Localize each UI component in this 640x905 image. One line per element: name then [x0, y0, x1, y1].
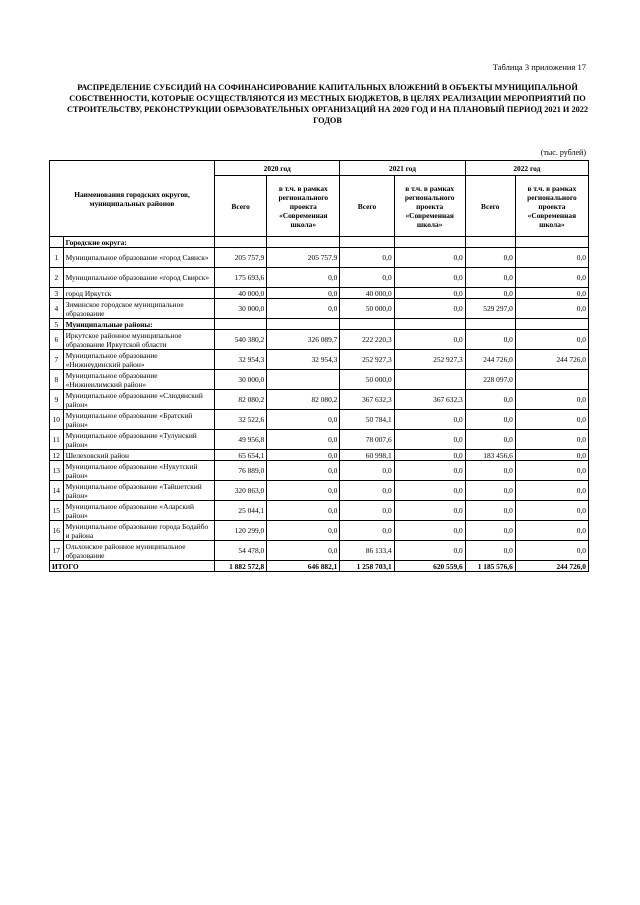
row-value: 540 380,2	[215, 330, 267, 350]
row-value: 32 522,6	[215, 410, 267, 430]
table-row	[50, 319, 589, 330]
row-value: 86 133,4	[340, 541, 394, 561]
row-name: Муниципальное образование города Бодайбо и района	[63, 521, 214, 541]
row-value	[515, 237, 588, 248]
row-value: 0,0	[465, 481, 515, 501]
table-row	[50, 410, 589, 430]
row-index: 15	[50, 501, 64, 521]
total-value: 1 185 576,6	[465, 561, 515, 572]
row-index: 11	[50, 430, 64, 450]
row-value: 0,0	[465, 541, 515, 561]
row-value: 183 456,6	[465, 450, 515, 461]
row-value: 82 080,2	[215, 390, 267, 410]
row-value: 0,0	[267, 268, 340, 288]
row-value: 175 693,6	[215, 268, 267, 288]
row-value: 32 954,3	[267, 350, 340, 370]
total-label: ИТОГО	[50, 561, 215, 572]
row-value: 0,0	[515, 299, 588, 319]
total-value: 1 258 703,1	[340, 561, 394, 572]
row-name: Муниципальное образование «Слюдянский район»	[63, 390, 214, 410]
units-label: (тыс. рублей)	[540, 148, 586, 157]
row-value: 40 000,0	[215, 288, 267, 299]
row-name: Муниципальное образование «город Свирск»	[63, 268, 214, 288]
row-value: 120 299,0	[215, 521, 267, 541]
row-value: 0,0	[394, 430, 465, 450]
row-value: 0,0	[394, 541, 465, 561]
row-value: 0,0	[267, 410, 340, 430]
row-value: 0,0	[394, 521, 465, 541]
row-value: 0,0	[465, 461, 515, 481]
row-value: 32 954,3	[215, 350, 267, 370]
row-name: Муниципальное образование «Аларский район»	[63, 501, 214, 521]
row-value: 0,0	[394, 481, 465, 501]
table-row	[50, 501, 589, 521]
total-row	[50, 561, 589, 572]
row-value: 0,0	[515, 501, 588, 521]
row-value: 0,0	[340, 461, 394, 481]
document-title: РАСПРЕДЕЛЕНИЕ СУБСИДИЙ НА СОФИНАНСИРОВАНИЕ КАПИТАЛЬНЫХ ВЛОЖЕНИЙ В ОБЪЕКТЫ МУНИЦИПАЛЬНОЙ СОБСТВЕННОСТИ, КОТОРЫЕ ОСУЩЕСТВЛЯЮТСЯ ИЗ МЕСТНЫХ БЮДЖЕТОВ, В ЦЕЛЯХ РЕАЛИЗАЦИИ МЕРОПРИЯТИЙ ПО СТРОИТЕЛЬСТВУ, РЕКОНСТРУКЦИИ ОБРАЗОВАТЕЛЬНЫХ ОРГАНИЗАЦИЙ НА 2020 ГОД И НА ПЛАНОВЫЙ ПЕРИОД 2021 И 2022 ГОДОВ	[66, 83, 589, 125]
row-value: 0,0	[340, 481, 394, 501]
row-value	[394, 319, 465, 330]
row-name: город Иркутск	[63, 288, 214, 299]
row-value	[515, 319, 588, 330]
row-value: 205 757,9	[215, 248, 267, 268]
row-value: 0,0	[515, 248, 588, 268]
row-value: 54 478,0	[215, 541, 267, 561]
table-row	[50, 390, 589, 410]
row-value: 0,0	[267, 430, 340, 450]
table-row	[50, 268, 589, 288]
table-row	[50, 450, 589, 461]
row-value: 320 863,0	[215, 481, 267, 501]
row-name: Муниципальное образование «город Саянск»	[63, 248, 214, 268]
row-value: 0,0	[394, 248, 465, 268]
row-value: 205 757,9	[267, 248, 340, 268]
row-value: 0,0	[267, 501, 340, 521]
table-row	[50, 370, 589, 390]
row-name: Муниципальное образование «Тулунский район»	[63, 430, 214, 450]
row-index: 16	[50, 521, 64, 541]
total-value: 1 882 572,8	[215, 561, 267, 572]
table-row	[50, 330, 589, 350]
row-index: 13	[50, 461, 64, 481]
header-total-2020: Всего	[215, 176, 267, 237]
row-index: 8	[50, 370, 64, 390]
row-value: 0,0	[394, 410, 465, 430]
row-value: 252 927,3	[340, 350, 394, 370]
row-index: 14	[50, 481, 64, 501]
table-row	[50, 461, 589, 481]
row-index: 7	[50, 350, 64, 370]
row-value: 50 000,0	[340, 370, 394, 390]
row-index	[50, 237, 64, 248]
row-name: Муниципальное образование «Тайшетский район»	[63, 481, 214, 501]
row-value	[340, 319, 394, 330]
row-value: 222 220,3	[340, 330, 394, 350]
total-value: 646 882,1	[267, 561, 340, 572]
total-value: 244 726,0	[515, 561, 588, 572]
row-value: 0,0	[515, 521, 588, 541]
row-value	[267, 370, 340, 390]
row-value: 0,0	[267, 521, 340, 541]
header-2022: 2022 год	[465, 161, 588, 176]
row-index: 12	[50, 450, 64, 461]
row-index: 17	[50, 541, 64, 561]
row-value: 0,0	[340, 268, 394, 288]
row-value: 0,0	[515, 481, 588, 501]
row-value	[267, 319, 340, 330]
row-value: 0,0	[394, 450, 465, 461]
row-value: 244 726,0	[465, 350, 515, 370]
row-value: 76 889,0	[215, 461, 267, 481]
table-row	[50, 237, 589, 248]
row-name: Муниципальное образование «Нижнеилимский район»	[63, 370, 214, 390]
row-value: 49 956,8	[215, 430, 267, 450]
row-index: 2	[50, 268, 64, 288]
row-value: 0,0	[515, 450, 588, 461]
row-value: 50 000,0	[340, 299, 394, 319]
row-name: Иркутское районное муниципальное образование Иркутской области	[63, 330, 214, 350]
row-name: Зиминское городское муниципальное образование	[63, 299, 214, 319]
row-value: 0,0	[465, 430, 515, 450]
row-value: 0,0	[515, 390, 588, 410]
row-value: 0,0	[515, 410, 588, 430]
annex-label: Таблица 3 приложения 17	[492, 62, 586, 72]
header-total-2022: Всего	[465, 176, 515, 237]
header-incl-2021: в т.ч. в рамках регионального проекта «Современная школа»	[394, 176, 465, 237]
table-row	[50, 288, 589, 299]
row-value: 0,0	[394, 299, 465, 319]
row-name: Муниципальные районы:	[63, 319, 214, 330]
row-value: 252 927,3	[394, 350, 465, 370]
row-index: 1	[50, 248, 64, 268]
row-value: 0,0	[465, 330, 515, 350]
row-value: 529 297,0	[465, 299, 515, 319]
row-index: 6	[50, 330, 64, 350]
row-name: Муниципальное образование «Братский район»	[63, 410, 214, 430]
row-value: 30 000,0	[215, 370, 267, 390]
row-value: 0,0	[267, 541, 340, 561]
row-value: 0,0	[515, 330, 588, 350]
row-value: 0,0	[267, 450, 340, 461]
row-value: 0,0	[465, 288, 515, 299]
row-index: 10	[50, 410, 64, 430]
row-name: Муниципальное образование «Нукутский район»	[63, 461, 214, 481]
row-value	[267, 237, 340, 248]
header-2021: 2021 год	[340, 161, 465, 176]
row-value: 0,0	[515, 288, 588, 299]
row-index: 3	[50, 288, 64, 299]
row-value	[465, 319, 515, 330]
row-value: 0,0	[465, 268, 515, 288]
row-value	[515, 370, 588, 390]
row-value: 0,0	[515, 430, 588, 450]
row-value: 0,0	[465, 390, 515, 410]
row-name: Ольхонское районное муниципальное образование	[63, 541, 214, 561]
row-index: 5	[50, 319, 64, 330]
row-value: 0,0	[465, 410, 515, 430]
row-value: 367 632,3	[394, 390, 465, 410]
row-value: 0,0	[465, 521, 515, 541]
table-row	[50, 541, 589, 561]
row-value: 228 097,0	[465, 370, 515, 390]
row-name: Городские округа:	[63, 237, 214, 248]
row-value: 40 000,0	[340, 288, 394, 299]
row-value: 0,0	[267, 299, 340, 319]
row-value: 0,0	[515, 268, 588, 288]
row-value: 0,0	[394, 330, 465, 350]
row-value: 0,0	[340, 501, 394, 521]
row-value: 30 000,0	[215, 299, 267, 319]
row-value	[340, 237, 394, 248]
row-value: 367 632,3	[340, 390, 394, 410]
header-incl-2020: в т.ч. в рамках регионального проекта «Современная школа»	[267, 176, 340, 237]
row-value: 25 044,1	[215, 501, 267, 521]
row-index: 4	[50, 299, 64, 319]
table-row	[50, 521, 589, 541]
row-value: 0,0	[340, 521, 394, 541]
row-value: 78 007,6	[340, 430, 394, 450]
row-value: 0,0	[515, 541, 588, 561]
row-value	[215, 237, 267, 248]
table-row	[50, 248, 589, 268]
row-value: 244 726,0	[515, 350, 588, 370]
header-total-2021: Всего	[340, 176, 394, 237]
row-value: 60 998,1	[340, 450, 394, 461]
row-value: 0,0	[267, 481, 340, 501]
row-value	[394, 237, 465, 248]
row-value: 82 080,2	[267, 390, 340, 410]
subsidy-table	[49, 160, 589, 572]
row-name: Муниципальное образование «Нижнеудинский район»	[63, 350, 214, 370]
row-value: 0,0	[394, 288, 465, 299]
row-value: 326 089,7	[267, 330, 340, 350]
table-row	[50, 350, 589, 370]
row-value: 0,0	[340, 248, 394, 268]
row-value	[394, 370, 465, 390]
row-value: 0,0	[394, 501, 465, 521]
row-value	[215, 319, 267, 330]
table-row	[50, 481, 589, 501]
row-value: 0,0	[465, 501, 515, 521]
row-value: 65 654,1	[215, 450, 267, 461]
header-2020: 2020 год	[215, 161, 340, 176]
table-row	[50, 299, 589, 319]
row-value	[465, 237, 515, 248]
row-value: 0,0	[515, 461, 588, 481]
row-value: 50 784,1	[340, 410, 394, 430]
row-value: 0,0	[394, 268, 465, 288]
header-incl-2022: в т.ч. в рамках регионального проекта «Современная школа»	[515, 176, 588, 237]
total-value: 620 559,6	[394, 561, 465, 572]
row-name: Шелеховский район	[63, 450, 214, 461]
row-value: 0,0	[394, 461, 465, 481]
header-name: Наименования городских округов, муниципальных районов	[50, 161, 215, 237]
row-value: 0,0	[465, 248, 515, 268]
row-value: 0,0	[267, 288, 340, 299]
row-value: 0,0	[267, 461, 340, 481]
row-index: 9	[50, 390, 64, 410]
table-row	[50, 430, 589, 450]
